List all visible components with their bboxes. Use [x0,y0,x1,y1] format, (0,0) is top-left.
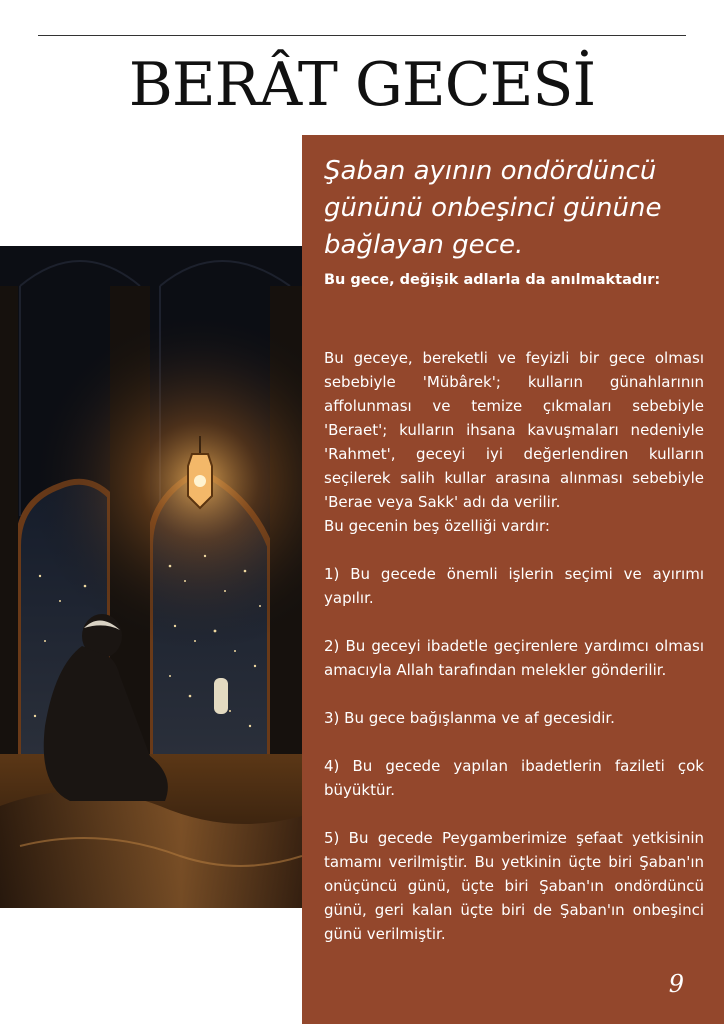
page-title: BERÂT GECESİ [128,50,596,120]
features-heading: Bu gecenin beş özelliği vardır: [324,517,550,535]
body-text [324,346,704,946]
intro-paragraph: Bu geceye, bereketli ve feyizli bir gece olması sebebiyle 'Mübârek'; kulların günahlarının affolunması ve temize çıkmaları sebebiyle 'Beraet'; kulların ihsana kavuşmaları nedeniyle 'Rahmet', geceyi iyi değerlendiren kulların seçilerek salih kullar arasına alınması sebebiyle 'Berae veya Sakk' adı da verilir. [324,349,704,511]
text-panel [302,135,724,1024]
headline: Şaban ayının ondördüncü gününü onbeşinci gününe bağlayan gece. [324,156,662,260]
top-rule [38,35,686,36]
page-number: 9 [668,970,684,998]
subtitle: Bu gece, değişik adlarla da anılmaktadır: [324,272,661,288]
feature-item: 4) Bu gecede yapılan ibadetlerin fazileti çok büyüktür. [324,757,704,799]
praying-man-illustration [0,246,302,908]
feature-item: 5) Bu gecede Peygamberimize şefaat yetkisinin tamamı verilmiştir. Bu yetkinin üçte biri Şaban'ın onüçüncü günü, üçte biri Şaban'ın ondördüncü günü, geri kalan üçte biri de Şaban'ın onbeşinci günü verilmiştir. [324,829,704,943]
feature-item: 3) Bu gece bağışlanma ve af gecesidir. [324,709,615,727]
feature-item: 1) Bu gecede önemli işlerin seçimi ve ayırımı yapılır. [324,565,704,607]
feature-item: 2) Bu geceyi ibadetle geçirenlere yardımcı olması amacıyla Allah tarafından melekler gönderilir. [324,637,704,679]
